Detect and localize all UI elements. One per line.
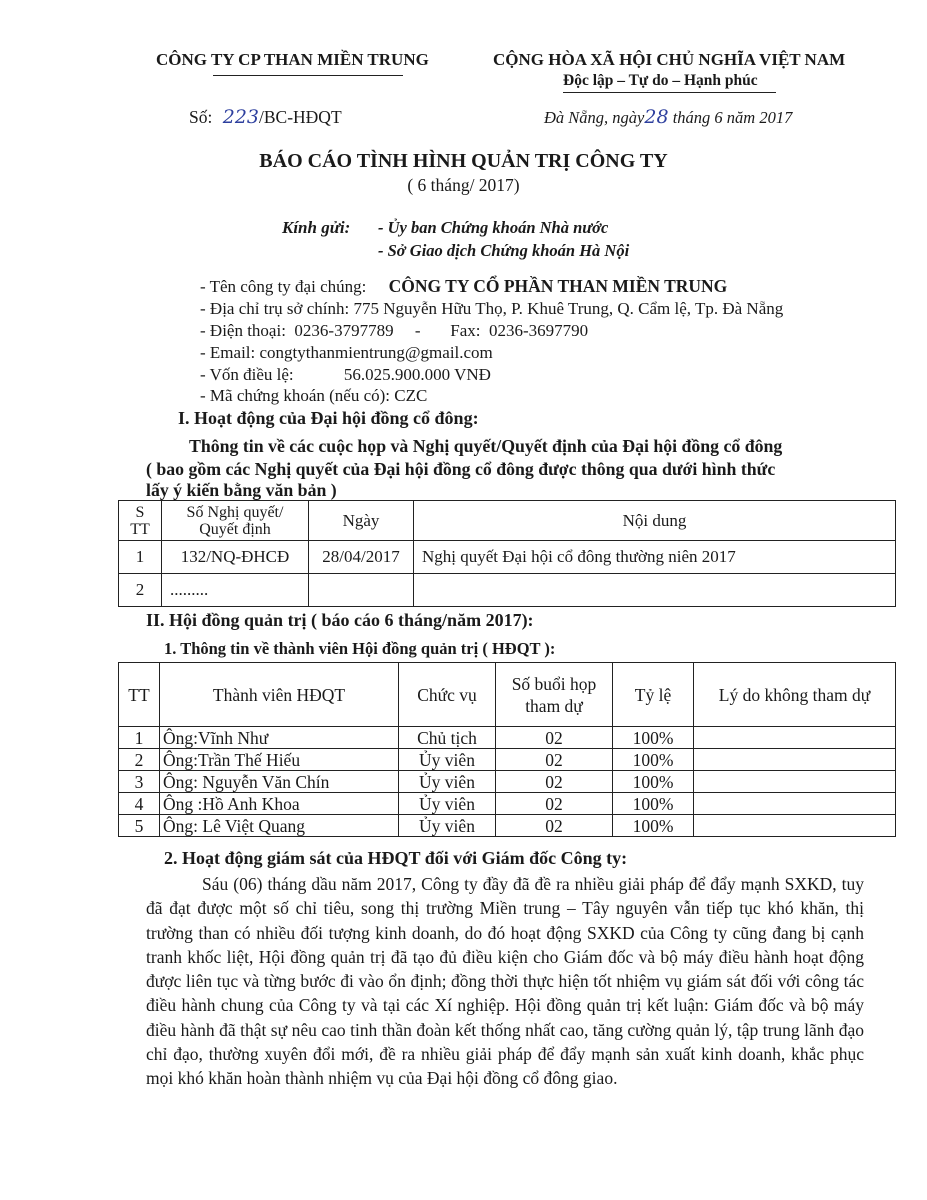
section2-sub1: 1. Thông tin về thành viên Hội đồng quản trị ( HĐQT ): (164, 639, 556, 658)
number-prefix: Số: (189, 107, 213, 127)
company-name-line (200, 276, 727, 297)
stock-code: - Mã chứng khoán (nếu có): CZC (200, 386, 428, 405)
nation-title: CỘNG HÒA XÃ HỘI CHỦ NGHĨA VIỆT NAM (493, 50, 846, 69)
cell-date: 28/04/2017 (309, 541, 414, 574)
cell-member: Ông:Trần Thế Hiếu (160, 749, 399, 771)
cell-tt: 4 (119, 793, 160, 815)
cell-absence-reason (694, 749, 896, 771)
number-suffix: /BC-HĐQT (259, 107, 342, 127)
cell-meetings: 02 (496, 771, 613, 793)
table-row (119, 771, 896, 793)
cell-position: Chủ tịch (399, 727, 496, 749)
cell-date (309, 574, 414, 607)
table-row (119, 793, 896, 815)
date-suffix: tháng 6 năm 2017 (672, 108, 793, 127)
header-rate: Tỷ lệ (613, 663, 694, 727)
section1-intro-2: ( bao gồm các Nghị quyết của Đại hội đồng cổ đông được thông qua dưới hình thức (146, 459, 776, 479)
cell-content (414, 574, 896, 607)
cell-tt: 3 (119, 771, 160, 793)
cell-rate: 100% (613, 815, 694, 837)
section1-intro-3: lấy ý kiến bằng văn bản ) (146, 480, 337, 500)
header-content: Nội dung (414, 501, 896, 541)
cell-resolution-number: ......... (162, 574, 309, 607)
handwritten-day: 28 (644, 106, 669, 128)
motto-underline (563, 92, 776, 93)
header-position: Chức vụ (399, 663, 496, 727)
table-header-row (119, 663, 896, 727)
table-row (119, 749, 896, 771)
cell-member: Ông: Lê Việt Quang (160, 815, 399, 837)
cell-member: Ông :Hồ Anh Khoa (160, 793, 399, 815)
cell-tt: 2 (119, 749, 160, 771)
cell-content: Nghị quyết Đại hội cổ đông thường niên 2017 (414, 541, 896, 574)
cell-rate: 100% (613, 771, 694, 793)
resolutions-table (118, 500, 896, 607)
handwritten-number: 223 (222, 106, 259, 128)
cell-absence-reason (694, 771, 896, 793)
header-meetings: Số buổi họp tham dự (496, 663, 613, 727)
company-address: - Địa chỉ trụ sở chính: 775 Nguyễn Hữu Thọ, P. Khuê Trung, Q. Cẩm lệ, Tp. Đà Nẵng (200, 299, 784, 318)
section2-heading: II. Hội đồng quản trị ( báo cáo 6 tháng/năm 2017): (146, 610, 534, 630)
header-date: Ngày (309, 501, 414, 541)
document-number (189, 106, 342, 128)
table-row (119, 727, 896, 749)
cell-position: Ủy viên (399, 749, 496, 771)
cell-stt: 2 (119, 574, 162, 607)
company-phone: - Điện thoại: 0236-3797789 - Fax: 0236-3697790 (200, 321, 589, 340)
table-header-row (119, 501, 896, 541)
cell-meetings: 02 (496, 749, 613, 771)
header-member: Thành viên HĐQT (160, 663, 399, 727)
recipients-label: Kính gửi: (282, 218, 351, 237)
cell-rate: 100% (613, 749, 694, 771)
cell-absence-reason (694, 727, 896, 749)
cell-stt: 1 (119, 541, 162, 574)
cell-tt: 1 (119, 727, 160, 749)
section1-intro-1: Thông tin về các cuộc họp và Nghị quyết/Quyết định của Đại hội đồng cổ đông (189, 436, 783, 456)
cell-absence-reason (694, 793, 896, 815)
date-prefix: Đà Nẵng, ngày (544, 108, 645, 127)
company-email: - Email: congtythanmientrung@gmail.com (200, 343, 493, 362)
company-capital (200, 365, 491, 385)
board-members-table (118, 662, 896, 837)
cell-rate: 100% (613, 793, 694, 815)
company-name-label: - Tên công ty đại chúng: (200, 277, 367, 296)
company-name-value: CÔNG TY CỔ PHẦN THAN MIỀN TRUNG (388, 276, 728, 296)
recipient-1: - Ủy ban Chứng khoán Nhà nước (378, 218, 609, 237)
cell-absence-reason (694, 815, 896, 837)
section1-heading: I. Hoạt động của Đại hội đồng cổ đông: (178, 408, 479, 428)
cell-meetings: 02 (496, 793, 613, 815)
capital-label: - Vốn điều lệ: (200, 365, 294, 384)
cell-member: Ông:Vĩnh Như (160, 727, 399, 749)
table-row (119, 541, 896, 574)
cell-meetings: 02 (496, 727, 613, 749)
cell-member: Ông: Nguyễn Văn Chín (160, 771, 399, 793)
company-name: CÔNG TY CP THAN MIỀN TRUNG (156, 50, 429, 69)
capital-value: 56.025.900.000 VNĐ (343, 365, 491, 384)
supervision-paragraph: Sáu (06) tháng dầu năm 2017, Công ty đầy đã đề ra nhiều giải pháp để đẩy mạnh SXKD, tuy đã đạt được một số chỉ tiêu, song thị trường Miền trung – Tây nguyên vẫn tiếp tục khó khăn, thị trường than có nhiều đối tượng kinh doanh, do đó hoạt động SXKD của Công ty cũng đang bị cạnh tranh khốc liệt, Hội đồng quản trị đã tạo đủ điều kiện cho Giám đốc và bộ máy điều hành hoạt động được liên tục và từng bước đi vào ổn định; đồng thời thực hiện tốt nhiệm vụ giám sát đối với công tác điều hành chung của Công ty và tại các Xí nghiệp. Hội đồng quản trị kết luận: Giám đốc và bộ máy điều hành đã thật sự nêu cao tinh thần đoàn kết thống nhất cao, tăng cường quản lý, tập trung lãnh đạo chỉ đạo, thường xuyên đổi mới, đề ra nhiều giải pháp để đẩy mạnh sản xuất kinh doanh, khắc phục mọi khó khăn hoàn thành nhiệm vụ của Đại hội đồng cổ đông giao. (146, 874, 864, 1089)
document-date (544, 106, 792, 128)
header-resolution-number: Số Nghị quyết/ Quyết định (162, 501, 309, 541)
company-underline (213, 75, 403, 76)
cell-position: Ủy viên (399, 815, 496, 837)
cell-tt: 5 (119, 815, 160, 837)
header-tt: TT (119, 663, 160, 727)
recipient-2: - Sở Giao dịch Chứng khoán Hà Nội (378, 241, 630, 260)
table-row (119, 815, 896, 837)
cell-rate: 100% (613, 727, 694, 749)
motto: Độc lập – Tự do – Hạnh phúc (563, 72, 758, 89)
header-stt: S TT (119, 501, 162, 541)
cell-resolution-number: 132/NQ-ĐHCĐ (162, 541, 309, 574)
page-subtitle: ( 6 tháng/ 2017) (407, 175, 520, 195)
cell-position: Ủy viên (399, 771, 496, 793)
page-title: BÁO CÁO TÌNH HÌNH QUẢN TRỊ CÔNG TY (259, 150, 668, 172)
table-row (119, 574, 896, 607)
header-absence-reason: Lý do không tham dự (694, 663, 896, 727)
cell-position: Ủy viên (399, 793, 496, 815)
cell-meetings: 02 (496, 815, 613, 837)
section2-sub2: 2. Hoạt động giám sát của HĐQT đối với Giám đốc Công ty: (164, 848, 628, 868)
